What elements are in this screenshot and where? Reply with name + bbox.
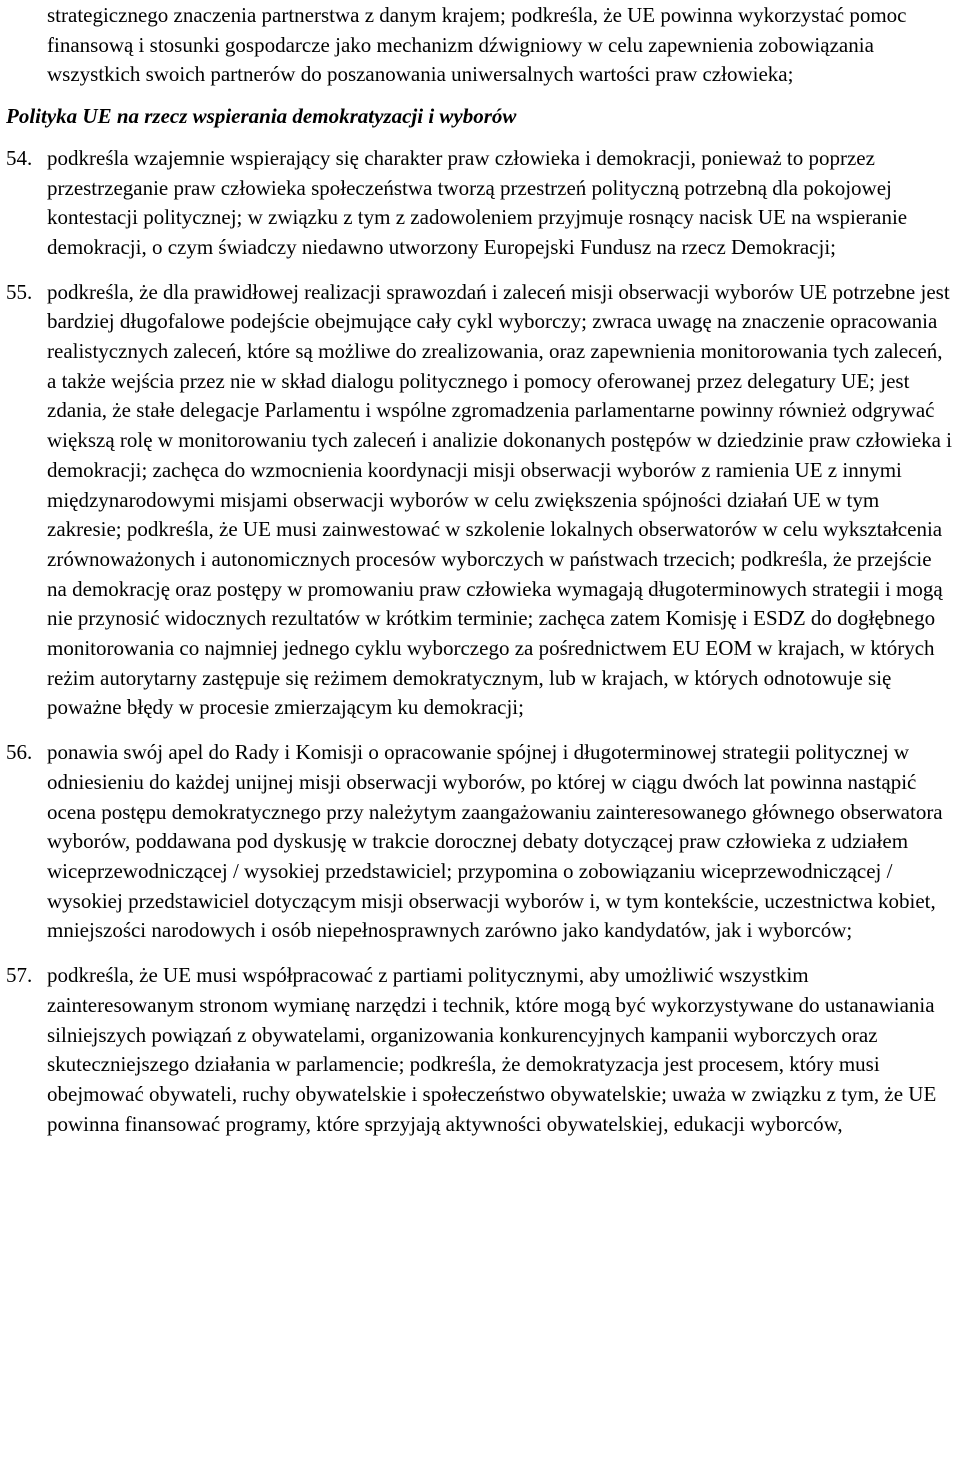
paragraph-number: 54. — [6, 145, 33, 170]
paragraph-text: ponawia swój apel do Rady i Komisji o opracowanie spójnej i długoterminowej strategii politycznej w odniesieniu do każdej unijnej misji obserwacji wyborów, po której w ciągu dwóch lat powinna nastąpić ocena postępu demokratycznego przy należytym zaangażowaniu zainteresowanego głównego obserwatora wyborów, poddawana pod dyskusję w trakcie dorocznej debaty dotyczącej praw człowieka z udziałem wiceprzewodniczącej / wysokiej przedstawiciel; przypomina o zobowiązaniu wiceprzewodniczącej / wysokiej przedstawiciel dotyczącym misji obserwacji wyborów i, w tym kontekście, uczestnictwa kobiet, mniejszości narodowych i osób niepełnosprawnych zarówno jako kandydatów, jak i wyborców; — [47, 740, 943, 943]
paragraph-number: 57. — [6, 963, 33, 988]
numbered-paragraph — [6, 961, 956, 1139]
paragraph-text: podkreśla, że UE musi współpracować z partiami politycznymi, aby umożliwić wszystkim zainteresowanym stronom wymianę narzędzi i technik, które mogą być wykorzystywane do ustanawiania silniejszych powiązań z obywatelami, organizowania konkurencyjnych kampanii wyborczych oraz skuteczniejszego działania w parlamencie; podkreśla, że demokratyzacja jest procesem, który musi obejmować obywateli, ruchy obywatelskie i społeczeństwo obywatelskie; uważa w związku z tym, że UE powinna finansować programy, które sprzyjają aktywności obywatelskiej, edukacji wyborców, — [47, 963, 937, 1136]
continued-paragraph-text: strategicznego znaczenia partnerstwa z danym krajem; podkreśla, że UE powinna wykorzystać pomoc finansową i stosunki gospodarcze jako mechanizm dźwigniowy w celu zapewnienia zobowiązania wszystkich swoich partnerów do poszanowania uniwersalnych wartości praw człowieka; — [47, 3, 907, 87]
section-heading: Polityka UE na rzecz wspierania demokratyzacji i wyborów — [6, 104, 517, 129]
paragraph-number: 56. — [6, 740, 33, 765]
numbered-paragraph — [6, 738, 956, 946]
paragraph-number: 55. — [6, 279, 33, 304]
numbered-paragraph — [6, 144, 956, 263]
paragraph-text: podkreśla wzajemnie wspierający się charakter praw człowieka i demokracji, ponieważ to poprzez przestrzeganie praw człowieka społeczeństwa tworzą przestrzeń polityczną potrzebną dla pokojowej kontestacji politycznej; w związku z tym z zadowoleniem przyjmuje rosnący nacisk UE na wspieranie demokracji, o czym świadczy niedawno utworzony Europejski Fundusz na rzecz Demokracji; — [47, 145, 908, 259]
paragraph-text: podkreśla, że dla prawidłowej realizacji sprawozdań i zaleceń misji obserwacji wyborów UE potrzebne jest bardziej długofalowe podejście obejmujące cały cykl wyborczy; zwraca uwagę na znaczenie opracowania realistycznych zaleceń, które są możliwe do zrealizowania, oraz zapewnienia monitorowania tych zaleceń, a także wejścia przez nie w skład dialogu politycznego i pomocy oferowanej przez delegatury UE; jest zdania, że stałe delegacje Parlamentu i wspólne zgromadzenia parlamentarne powinny również odgrywać większą rolę w monitorowaniu tych zaleceń i analizie dokonanych postępów w dziedzinie praw człowieka i demokracji; zachęca do wzmocnienia koordynacji misji obserwacji wyborów z ramienia UE z innymi międzynarodowymi misjami obserwacji wyborów w celu zwiększenia spójności działań UE w tym zakresie; podkreśla, że UE musi zainwestować w szkolenie lokalnych obserwatorów w celu wykształcenia zrównoważonych i autonomicznych procesów wyborczych w państwach trzecich; podkreśla, że przejście na demokrację oraz postępy w promowaniu praw człowieka wymagają długoterminowych strategii i mogą nie przynosić widocznych rezultatów w krótkim terminie; zachęca zatem Komisję i ESDZ do dogłębnego monitorowania co najmniej jednego cyklu wyborczego za pośrednictwem EU EOM w krajach, w których reżim autorytarny zastępuje się reżimem demokratycznym, lub w krajach, w których odnotowuje się poważne błędy w procesie zmierzającym ku demokracji; — [47, 279, 952, 720]
continued-paragraph — [47, 0, 956, 90]
numbered-paragraph — [6, 278, 956, 724]
